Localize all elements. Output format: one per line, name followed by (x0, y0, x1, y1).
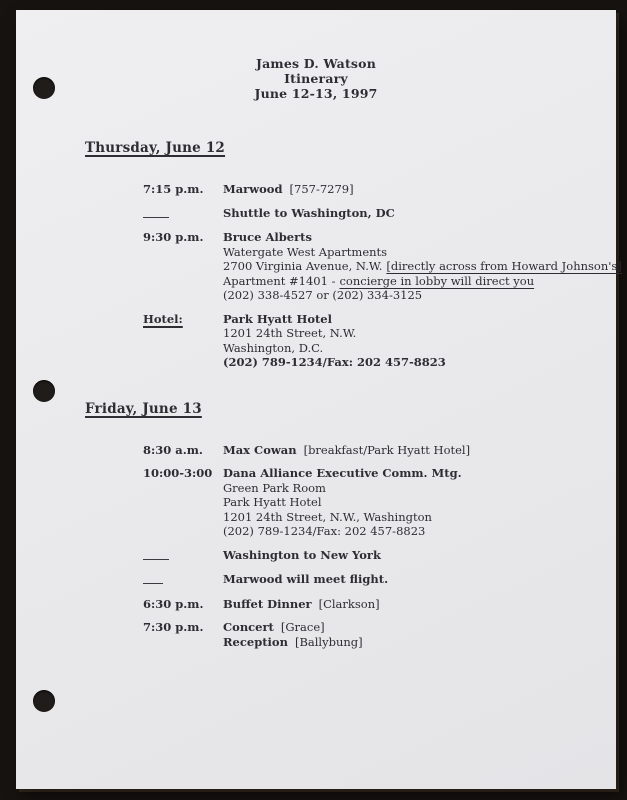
itinerary-entry (143, 572, 616, 588)
itinerary-entry (143, 620, 616, 649)
entry-line: Marwood [757-7279] (223, 182, 354, 196)
section-heading: Friday, June 13 (85, 400, 202, 417)
entry-time: 10:00-3:00 (143, 466, 213, 480)
section-entries (143, 182, 622, 370)
entry-time: 9:30 p.m. (143, 230, 204, 244)
hole-punch-middle (33, 380, 55, 402)
entry-line: 1201 24th Street, N.W. (223, 326, 357, 340)
entry-line: (202) 338-4527 or (202) 334-3125 (223, 288, 423, 302)
entry-details (223, 597, 616, 612)
entry-line: Marwood will meet flight. (223, 572, 389, 586)
entry-line: Park Hyatt Hotel (223, 311, 332, 326)
entry-line: Green Park Room (223, 480, 326, 495)
hole-punch-top (33, 77, 55, 99)
entry-time: 8:30 a.m. (143, 442, 203, 457)
itinerary-entry (143, 443, 616, 458)
itinerary-entry (143, 548, 616, 564)
entry-line: Reception [Ballybung] (223, 634, 363, 649)
title-name-line: James D. Watson (256, 56, 376, 71)
blank-time-line (143, 548, 169, 560)
section-thursday (16, 140, 622, 370)
entry-time (143, 206, 223, 222)
entry-line: Dana Alliance Executive Comm. Mtg. (223, 466, 462, 480)
entry-details (223, 312, 616, 370)
itinerary-entry (143, 206, 616, 222)
entry-line: 2700 Virginia Avenue, N.W. [directly across from Howard Johnson's] (223, 259, 622, 273)
blank-time-line (143, 572, 163, 584)
entry-line: Washington, D.C. (223, 340, 324, 355)
section-friday (16, 401, 616, 650)
entry-label: Hotel: (143, 311, 183, 326)
entry-details (223, 443, 616, 458)
section-entries (143, 443, 616, 650)
entry-time: 6:30 p.m. (143, 596, 204, 611)
itinerary-entry (143, 230, 622, 303)
entry-line: Bruce Alberts (223, 230, 312, 244)
itinerary-entry-hotel (143, 312, 616, 370)
entry-line: Washington to New York (223, 547, 381, 562)
entry-time (143, 548, 223, 564)
entry-details (223, 182, 616, 197)
entry-time (143, 572, 223, 588)
entry-details (223, 206, 616, 221)
entry-time: 7:15 p.m. (143, 182, 204, 196)
entry-line: Buffet Dinner [Clarkson] (223, 596, 380, 611)
itinerary-entry (143, 466, 616, 539)
blank-time-line (143, 206, 169, 218)
section-heading: Thursday, June 12 (85, 140, 226, 156)
entry-details (223, 230, 622, 303)
entry-details (223, 572, 616, 587)
entry-time: 7:30 p.m. (143, 620, 204, 634)
entry-details (223, 620, 616, 649)
title-itinerary-line: Itinerary (284, 71, 348, 86)
entry-line: Concert [Grace] (223, 620, 325, 634)
entry-line: Max Cowan [breakfast/Park Hyatt Hotel] (223, 442, 471, 457)
entry-details (223, 466, 616, 539)
document-page (16, 10, 622, 789)
entry-line: (202) 789-1234/Fax: 202 457-8823 (223, 355, 446, 369)
hole-punch-bottom (33, 690, 55, 712)
title-dates-line: June 12-13, 1997 (254, 86, 378, 101)
entry-details (223, 548, 616, 563)
entry-line: Apartment #1401 - concierge in lobby will direct you (223, 273, 535, 288)
entry-line: Park Hyatt Hotel (223, 495, 322, 509)
entry-line: Watergate West Apartments (223, 244, 388, 259)
entry-line: Shuttle to Washington, DC (223, 205, 395, 220)
document-title (16, 10, 616, 101)
itinerary-entry (143, 597, 616, 612)
entry-line: 1201 24th Street, N.W., Washington (223, 509, 432, 524)
itinerary-entry (143, 182, 616, 197)
entry-line: (202) 789-1234/Fax: 202 457-8823 (223, 524, 426, 538)
